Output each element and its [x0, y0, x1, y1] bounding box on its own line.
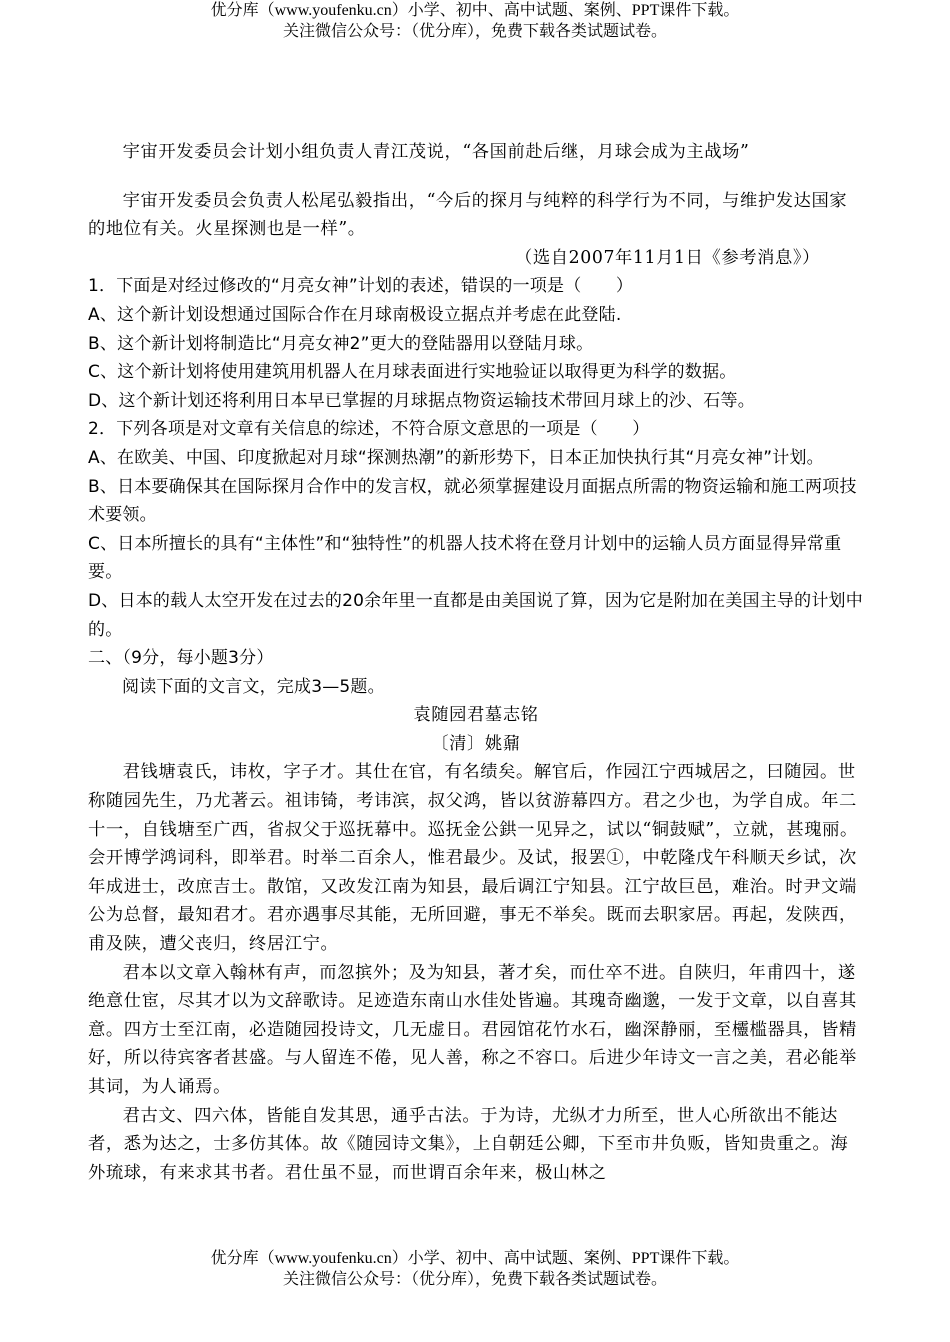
classical-text-paragraph-1: 君钱塘袁氏，讳枚，字子才。其仕在官，有名绩矣。解官后，作园江宁西城居之，曰随园。世称随园先生，乃尤著云。祖讳锜，考讳滨，叔父鸿，皆以贫游幕四方。君之少也，为学自成。年二十一，自钱塘至广西，省叔父于巡抚幕中。巡抚金公鉷一见异之，试以“铜鼓赋”，立就，甚瑰丽。会开博学鸿词科，即举君。时举二百余人，惟君最少。及试，报罢①，中乾隆戊午科顺天乡试，次年成进士，改庶吉士。散馆，又改发江南为知县，最后调江宁知县。江宁故巨邑，难治。时尹文端公为总督，最知君才。君亦遇事尽其能，无所回避，事无不举矣。既而去职家居。再起，发陕西，甫及陕，遭父丧归，终居江宁。	[88, 762, 858, 955]
document-body	[88, 138, 864, 1187]
classical-text-paragraph-3: 君古文、四六体，皆能自发其思，通乎古法。于为诗，尤纵才力所至，世人心所欲出不能达者，悉为达之，士多仿其体。故《随园诗文集》，上自朝廷公卿，下至市井负贩，皆知贵重之。海外琉球，有来求其书者。君仕虽不显，而世谓百余年来，极山林之	[88, 1105, 849, 1183]
question-1-option-a: A、这个新计划设想通过国际合作在月球南极设立据点并考虑在此登陆.	[88, 304, 622, 325]
question-1-option-d: D、这个新计划还将利用日本早已掌握的月球据点物资运输技术带回月球上的沙、石等。	[88, 390, 755, 411]
classical-text-paragraph-2: 君本以文章入翰林有声，而忽摈外；及为知县，著才矣，而仕卒不进。自陕归，年甫四十，遂绝意仕宦，尽其才以为文辞歌诗。足迹造东南山水佳处皆遍。其瑰奇幽邈，一发于文章，以自喜其意。四方士至江南，必造随园投诗文，几无虚日。君园馆花竹水石，幽深静丽，至欞槛器具，皆精好，所以待宾客者甚盛。与人留连不倦，见人善，称之不容口。后进少年诗文一言之美，君必能举其词，为人诵焉。	[88, 962, 857, 1097]
section-2-heading: 二、（9分，每小题3分）	[88, 648, 274, 669]
question-1-stem: 1．下面是对经过修改的“月亮女神”计划的表述，错误的一项是（ ）	[88, 276, 634, 297]
classical-text-title: 袁随园君墓志铭	[413, 705, 539, 726]
question-1	[88, 272, 864, 415]
question-2-option-a: A、在欧美、中国、印度掀起对月球“探测热潮”的新形势下，日本正加快执行其“月亮女神”计划。	[88, 447, 824, 468]
question-1-option-b: B、这个新计划将制造比“月亮女神2”更大的登陆器用以登陆月球。	[88, 333, 594, 354]
question-1-option-c: C、这个新计划将使用建筑用机器人在月球表面进行实地验证以取得更为科学的数据。	[88, 362, 737, 383]
header-line-1: 优分库（www.youfenku.cn）小学、初中、高中试题、案例、PPT课件下载。	[210, 2, 740, 19]
page-footer	[0, 1248, 950, 1290]
page-header	[0, 0, 950, 42]
classical-text-author: 〔清〕姚鼐	[431, 733, 521, 754]
article-source: （选自2007年11月1日《参考消息》）	[515, 247, 820, 268]
footer-line-1: 优分库（www.youfenku.cn）小学、初中、高中试题、案例、PPT课件下载。	[210, 1250, 740, 1267]
question-2-option-b: B、日本要确保其在国际探月合作中的发言权，就必须掌握建设月面据点所需的物资运输和施工两项技术要领。	[88, 476, 857, 526]
article-paragraph-1: 宇宙开发委员会计划小组负责人青江茂说，“各国前赴后继，月球会成为主战场”	[122, 142, 750, 162]
question-2-option-c: C、日本所擅长的具有“主体性”和“独特性”的机器人技术将在登月计划中的运输人员方面显得异常重要。	[88, 533, 842, 583]
question-2	[88, 415, 864, 644]
header-line-2: 关注微信公众号：（优分库），免费下载各类试题试卷。	[282, 23, 667, 40]
article-paragraph-2: 宇宙开发委员会负责人松尾弘毅指出，“今后的探月与纯粹的科学行为不同，与维护发达国家的地位有关。火星探测也是一样”。	[88, 190, 848, 240]
question-2-stem: 2．下列各项是对文章有关信息的综述，不符合原文意思的一项是（ ）	[88, 419, 650, 440]
footer-line-2: 关注微信公众号：（优分库），免费下载各类试题试卷。	[282, 1271, 667, 1288]
section-2-instruction: 阅读下面的文言文，完成3—5题。	[122, 676, 385, 697]
question-2-option-d: D、日本的载人太空开发在过去的20余年里一直都是由美国说了算，因为它是附加在美国主导的计划中的。	[88, 590, 863, 640]
